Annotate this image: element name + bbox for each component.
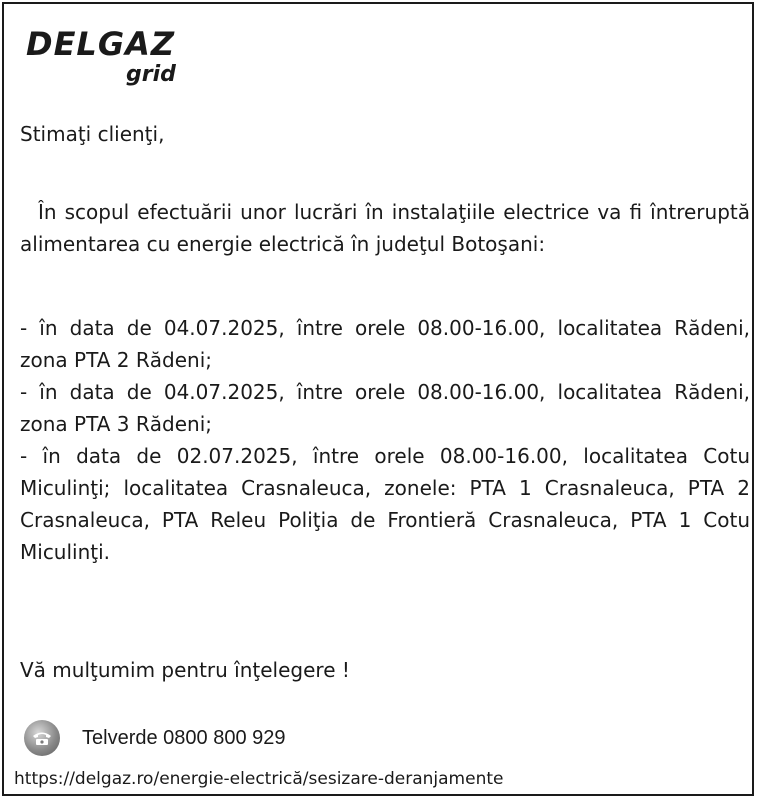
phone-contact <box>24 720 286 756</box>
notice-frame <box>2 2 754 796</box>
outage-list <box>20 312 750 568</box>
greeting: Stimaţi clienţi, <box>20 122 165 146</box>
thanks-line: Vă mulţumim pentru înţelegere ! <box>20 658 350 682</box>
delgaz-grid-logo <box>26 26 196 90</box>
logo-brand: DELGAZ <box>26 25 176 63</box>
report-url[interactable]: https://delgaz.ro/energie-electrică/sesizare-deranjamente <box>14 769 504 789</box>
phone-number: Telverde 0800 800 929 <box>82 726 286 749</box>
outage-item: - în data de 04.07.2025, între orele 08.00-16.00, localitatea Rădeni, zona PTA 2 Rădeni; <box>20 316 750 372</box>
intro-paragraph: În scopul efectuării unor lucrări în instalaţiile electrice va fi întreruptă alimentarea cu energie electrică în judeţul Botoşani: <box>20 200 750 256</box>
outage-item: - în data de 04.07.2025, între orele 08.00-16.00, localitatea Rădeni, zona PTA 3 Rădeni; <box>20 380 750 436</box>
logo-sub: grid <box>126 62 176 87</box>
telephone-icon <box>24 720 60 756</box>
outage-item: - în data de 02.07.2025, între orele 08.00-16.00, localitatea Cotu Miculinţi; localitatea Crasnaleuca, zonele: PTA 1 Crasnaleuca, PTA 2 Crasnaleuca, PTA Releu Poliţia de Frontieră Crasnaleuca, PTA 1 Cotu Miculinţi. <box>20 444 750 564</box>
